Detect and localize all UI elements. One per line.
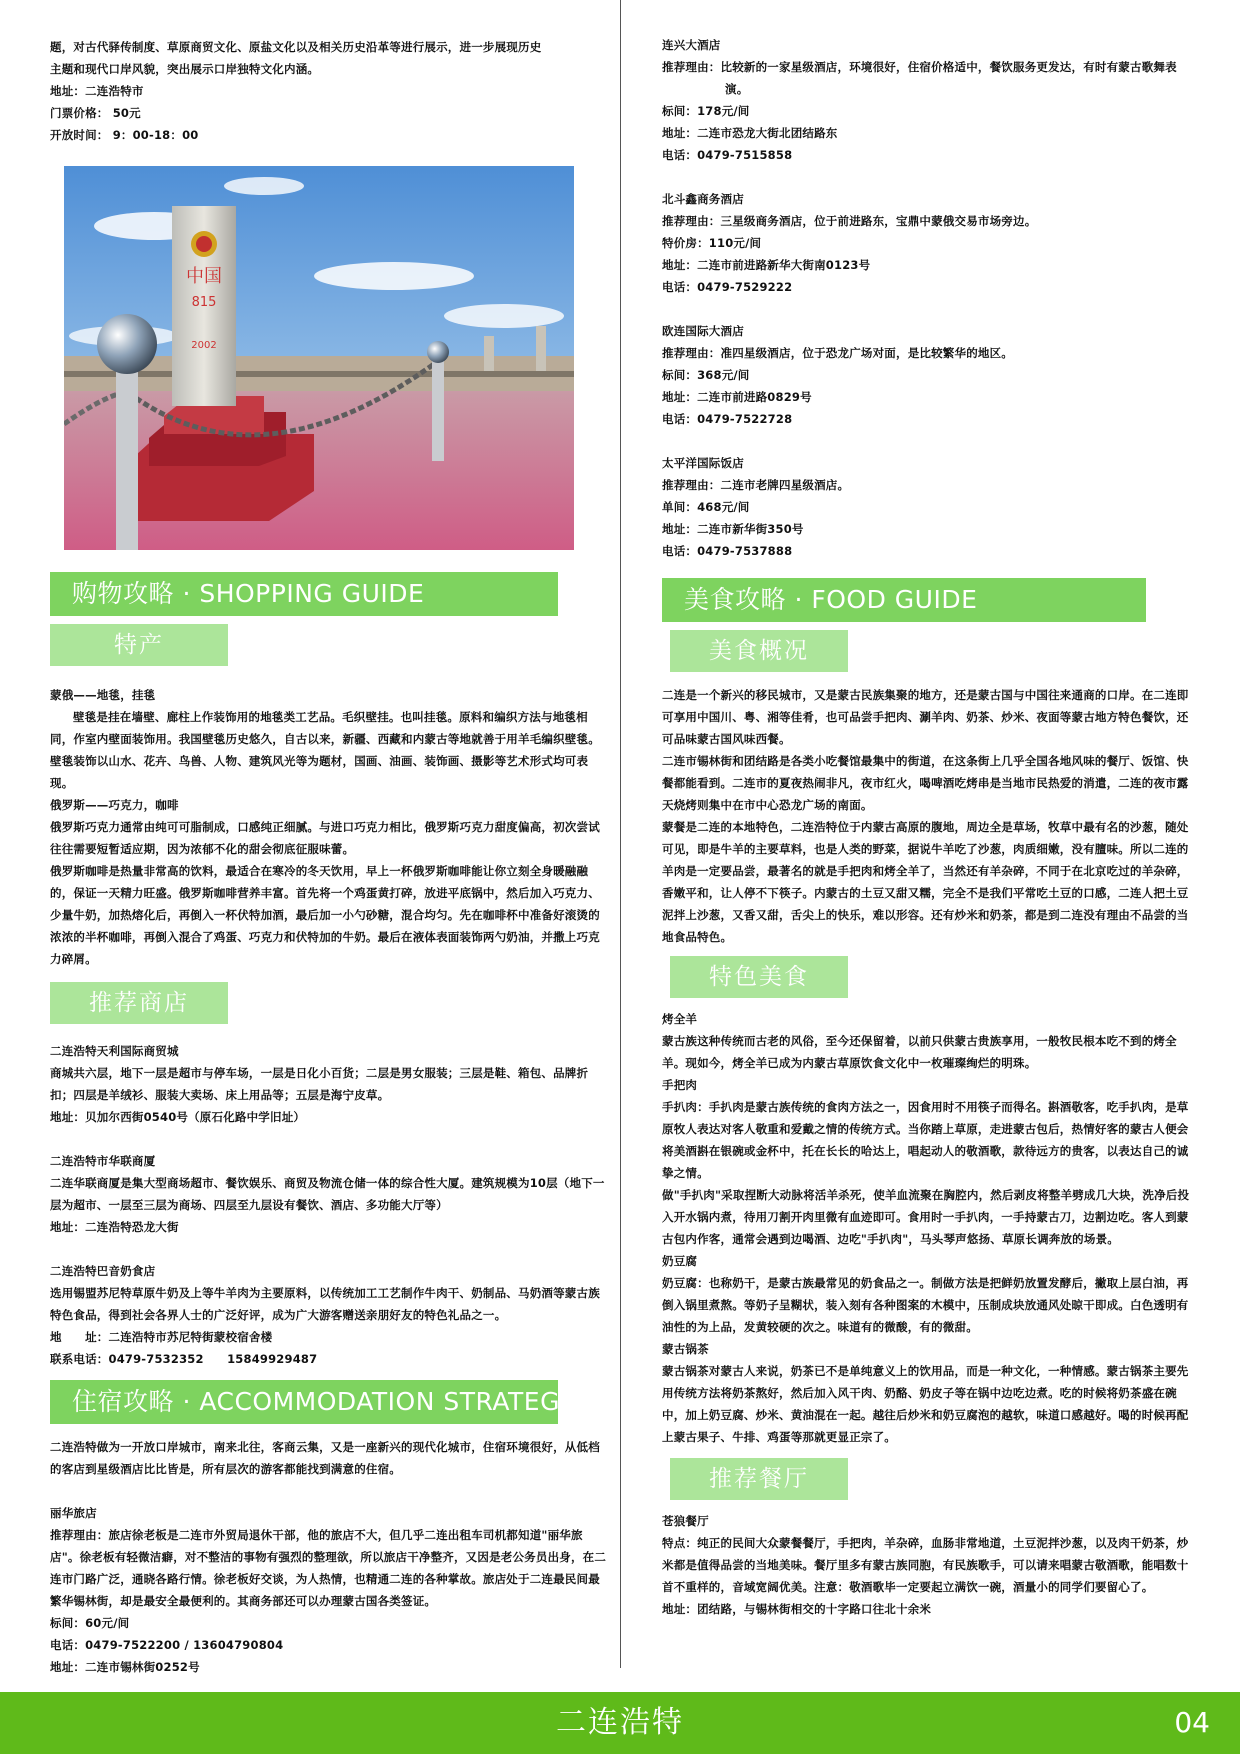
- food-overview-heading: 美食概况: [670, 630, 848, 672]
- hotel-address: 地址：二连市前进路新华大街南0123号: [662, 258, 871, 272]
- coffee-body: 俄罗斯咖啡是热量非常高的饮料，最适合在寒冷的冬天饮用，早上一杯俄罗斯咖啡能让你立刻全身暖融融的，保证一天精力旺盛。俄罗斯咖啡营养丰富。首先将一个鸡蛋黄打碎，放进平底锅中，然后加入巧克力、少量牛奶，加热熔化后，再倒入一杯伏特加酒，最后加一小勺砂糖，混合均匀。先在咖啡杯中准备好滚烫的浓浓的半杯咖啡，再倒入混合了鸡蛋、巧克力和伏特加的牛奶。最后在液体表面装饰两勺奶油，并撒上巧克力碎屑。: [50, 864, 600, 966]
- store-3-desc: 选用锡盟苏尼特草原牛奶及上等牛羊肉为主要原料，以传统加工工艺制作牛肉干、奶制品、马奶酒等蒙古族特色食品，得到社会各界人士的广泛好评，成为广大游客赠送亲朋好友的特色礼品之一。: [50, 1286, 600, 1322]
- hotel-reason: 推荐理由：准四星级酒店，位于恐龙广场对面，是比较繁华的地区。: [662, 346, 1013, 360]
- hotel-reason: 推荐理由：比较新的一家星级酒店，环境很好，住宿价格适中，餐饮服务更发达，有时有蒙古歌舞表演。: [662, 60, 1177, 96]
- hotel-name: 太平洋国际饭店: [662, 456, 744, 470]
- recommended-stores-heading: 推荐商店: [50, 982, 228, 1024]
- milk-tofu-body: 奶豆腐：也称奶干，是蒙古族最常见的奶食品之一。制做方法是把鲜奶放置发酵后，撇取上层白油，再倒入锅里煮熬。等奶子呈糊状，装入刻有各种图案的木模中，压制成块放通风处晾干即成。白色透明有油性的为上品，发黄较硬的次之。味道有的微酸，有的微甜。: [662, 1276, 1189, 1334]
- lodging-intro: 二连浩特做为一开放口岸城市，南来北往，客商云集，又是一座新兴的现代化城市，住宿环境很好，从低档的客店到星级酒店比比皆是，所有层次的游客都能找到满意的住宿。: [50, 1440, 600, 1476]
- svg-text:815: 815: [191, 295, 217, 310]
- store-1-desc: 商城共六层，地下一层是超市与停车场，一层是日化小百货；二层是男女服装；三层是鞋、箱包、品牌折扣；四层是羊绒衫、服装大卖场、床上用品等；五层是海宁皮草。: [50, 1066, 589, 1102]
- store-2-address: 地址：二连浩特恐龙大街: [50, 1220, 179, 1234]
- hotel-price: 标间：178元/间: [662, 104, 750, 118]
- hotel-name: 连兴大酒店: [662, 38, 721, 52]
- hotel-phone: 电话：0479-7537888: [662, 544, 793, 558]
- hotel-phone: 电话：0479-7522728: [662, 412, 793, 426]
- shopping-guide-banner: 购物攻略 · SHOPPING GUIDE: [50, 572, 558, 616]
- hotel-1: [662, 34, 1196, 166]
- page-number: 04: [1174, 1706, 1210, 1739]
- food-overview-p1: 二连是一个新兴的移民城市，又是蒙古民族集聚的地方，还是蒙古国与中国往来通商的口岸。在二连即可享用中国川、粤、湘等佳肴，也可品尝手把肉、涮羊肉、奶茶、炒米、夜面等蒙古地方特色餐饮，还可品味蒙古国风味西餐。: [662, 688, 1189, 746]
- hotel-phone: 电话：0479-7515858: [662, 148, 793, 162]
- hotel-address: 地址：二连市恐龙大街北团结路东: [662, 126, 838, 140]
- store-3-name: 二连浩特巴音奶食店: [50, 1264, 156, 1278]
- hotel-price: 标间：368元/间: [662, 368, 750, 382]
- store-2-desc: 二连华联商厦是集大型商场超市、餐饮娱乐、商贸及物流仓储一体的综合性大厦。建筑规模为10层（地下一层为超市、一层至三层为商场、四层至九层设有餐饮、酒店、多功能大厅等）: [50, 1176, 605, 1212]
- milk-tofu-title: 奶豆腐: [662, 1254, 698, 1268]
- store-1-address: 地址：贝加尔西街0540号（原石化路中学旧址）: [50, 1110, 306, 1124]
- hand-meat-body-2: 做"手扒肉"采取捏断大动脉将活羊杀死，使羊血流聚在胸腔内，然后剥皮将整羊劈成几大块，洗净后投入开水锅内煮，待用刀割开肉里微有血迹即可。食用时一手扒肉，一手持蒙古刀，边割边吃。客人到蒙古包内作客，通常会遇到边喝酒、边吃"手扒肉"，马头琴声悠扬、草原长调奔放的场景。: [662, 1188, 1190, 1246]
- hotel-price: 单间：468元/间: [662, 500, 750, 514]
- column-divider: [620, 0, 621, 1668]
- hotel-4: [662, 452, 1196, 562]
- chocolate-title: 俄罗斯——巧克力，咖啡: [50, 798, 179, 812]
- rug-body: 壁毯是挂在墙壁、廊柱上作装饰用的地毯类工艺品。毛织壁挂。也叫挂毯。原料和编织方法与地毯相同，作室内壁面装饰用。我国壁毯历史悠久，自古以来，新疆、西藏和内蒙古等地就善于用羊毛编织壁毯。壁毯装饰以山水、花卉、鸟兽、人物、建筑风光等为题材，国画、油画、装饰画、摄影等艺术形式均可表现。: [50, 710, 600, 790]
- right-column: [662, 0, 1196, 1620]
- intro-line-1: 题，对古代驿传制度、草原商贸文化、原盐文化以及相关历史沿革等进行展示，进一步展现历史: [50, 40, 542, 54]
- store-2-name: 二连浩特市华联商厦: [50, 1154, 156, 1168]
- food-guide-banner: 美食攻略 · FOOD GUIDE: [662, 578, 1146, 622]
- footer-city-title: 二连浩特: [556, 1705, 684, 1740]
- lihua-phone: 电话：0479-7522200 / 13604790804: [50, 1638, 284, 1652]
- hotel-price: 特价房：110元/间: [662, 236, 762, 250]
- food-overview-p2: 二连市锡林街和团结路是各类小吃餐馆最集中的街道，在这条街上几乎全国各地风味的餐厅、饭馆、快餐都能看到。二连市的夏夜热闹非凡，夜市红火，喝啤酒吃烤串是当地市民热爱的消遣，二连的夜市露天烧烤则集中在市中心恐龙广场的南面。: [662, 754, 1189, 812]
- museum-address: 地址：二连浩特市: [50, 84, 144, 98]
- hotel-address: 地址：二连市新华街350号: [662, 522, 804, 536]
- rug-title: 蒙俄——地毯，挂毯: [50, 688, 156, 702]
- museum-hours: 开放时间： 9：00-18：00: [50, 128, 199, 142]
- hotel-3: [662, 320, 1196, 430]
- store-3-address: 地 址：二连浩特市苏尼特街蒙校宿舍楼: [50, 1330, 273, 1344]
- restaurant-1-address: 地址：团结路，与锡林街相交的十字路口往北十余米: [662, 1602, 932, 1616]
- museum-ticket: 门票价格： 50元: [50, 106, 141, 120]
- pot-tea-body: 蒙古锅茶对蒙古人来说，奶茶已不是单纯意义上的饮用品，而是一种文化，一种情感。蒙古锅茶主要先用传统方法将奶茶熬好，然后加入风干肉、奶酪、奶皮子等在锅中边吃边煮。吃的时候将奶茶盛在碗中，加上奶豆腐、炒米、黄油混在一起。越往后炒米和奶豆腐泡的越软，味道口感越好。喝的时候再配上蒙古果子、牛排、鸡蛋等那就更显正宗了。: [662, 1364, 1189, 1444]
- chocolate-body: 俄罗斯巧克力通常由纯可可脂制成，口感纯正细腻。与进口巧克力相比，俄罗斯巧克力甜度偏高，初次尝试往往需要短暂适应期，因为浓郁不化的甜会彻底征服味蕾。: [50, 820, 600, 856]
- hotel-phone: 电话：0479-7529222: [662, 280, 793, 294]
- hotel-2: [662, 188, 1196, 298]
- svg-text:中国: 中国: [186, 266, 222, 287]
- intro-line-2: 主题和现代口岸风貌，突出展示口岸独特文化内涵。: [50, 62, 320, 76]
- hotel-reason: 推荐理由：三星级商务酒店，位于前进路东，宝鼎中蒙俄交易市场旁边。: [662, 214, 1037, 228]
- hand-meat-title: 手把肉: [662, 1078, 698, 1092]
- hand-meat-body-1: 手扒肉：手扒肉是蒙古族传统的食肉方法之一，因食用时不用筷子而得名。斟酒敬客，吃手扒肉，是草原牧人表达对客人敬重和爱戴之情的传统方式。当你踏上草原，走进蒙古包后，热情好客的蒙古人便会将美酒斟在银碗或金杯中，托在长长的哈达上，唱起动人的敬酒歌，款待远方的贵客，以表达自己的诚挚之情。: [662, 1100, 1189, 1180]
- special-food-heading: 特色美食: [670, 956, 848, 998]
- lihua-name: 丽华旅店: [50, 1506, 97, 1520]
- food-overview-p3: 蒙餐是二连的本地特色，二连浩特位于内蒙古高原的腹地，周边全是草场，牧草中最有名的沙葱，随处可见，即是牛羊的主要草料，也是人类的野菜，据说牛羊吃了沙葱，肉质细嫩，没有膻味。所以二连的羊肉是一定要品尝，最著名的就是手把肉和烤全羊了，当然还有羊杂碎，不同于在北京吃过的羊杂碎，香嫩平和，让人停不下筷子。内蒙古的土豆又甜又糯，完全不是我们平常吃土豆的口感，二连人把土豆泥拌上沙葱，又香又甜，舌尖上的快乐，难以形容。还有炒米和奶茶，都是到二连没有理由不品尝的当地食品特色。: [662, 820, 1189, 944]
- hotel-reason: 推荐理由：二连市老牌四星级酒店。: [662, 478, 850, 492]
- pot-tea-title: 蒙古锅茶: [662, 1342, 709, 1356]
- lihua-address: 地址：二连市锡林街0252号: [50, 1660, 200, 1674]
- restaurant-1-name: 苍狼餐厅: [662, 1514, 709, 1528]
- roast-lamb-body: 蒙古族这种传统而古老的风俗，至今还保留着，以前只供蒙古贵族享用，一般牧民根本吃不到的烤全羊。现如今，烤全羊已成为内蒙古草原饮食文化中一枚璀璨绚烂的明珠。: [662, 1034, 1177, 1070]
- store-1-name: 二连浩特天利国际商贸城: [50, 1044, 179, 1058]
- specialty-heading: 特产: [50, 624, 228, 666]
- restaurant-1-body: 特点：纯正的民间大众蒙餐餐厅，手把肉，羊杂碎，血肠非常地道，土豆泥拌沙葱，以及肉干奶茶，炒米都是值得品尝的当地美味。餐厅里多有蒙古族同胞，有民族歌手，可以请来唱蒙古敬酒歌，能唱数十首不重样的，音域宽阔优美。注意：敬酒歌毕一定要起立满饮一碗，酒量小的同学们要留心了。: [662, 1536, 1189, 1594]
- lihua-reason: 推荐理由：旅店徐老板是二连市外贸局退休干部，他的旅店不大，但几乎二连出租车司机都知道"丽华旅店"。徐老板有轻微洁癖，对不整洁的事物有强烈的整理欲，所以旅店干净整齐，又因是老公务员出身，在二连市门路广泛，通晓各路行情。徐老板好交谈，为人热情，也精通二连的各种掌故。旅店处于二连最民间最繁华锡林街，却是最安全最便利的。其商务部还可以办理蒙古国各类签证。: [50, 1528, 607, 1608]
- hotel-name: 欧连国际大酒店: [662, 324, 744, 338]
- svg-text:2002: 2002: [191, 340, 217, 351]
- left-column: [50, 0, 610, 1678]
- recommended-restaurants-heading: 推荐餐厅: [670, 1458, 848, 1500]
- roast-lamb-title: 烤全羊: [662, 1012, 698, 1026]
- accommodation-banner: 住宿攻略 · ACCOMMODATION STRATEGY: [50, 1380, 558, 1424]
- border-monument-photo: [64, 166, 574, 550]
- store-3-phone: 联系电话：0479-7532352 15849929487: [50, 1352, 318, 1366]
- lihua-price: 标间：60元/间: [50, 1616, 130, 1630]
- page-footer: [0, 1692, 1240, 1754]
- hotel-name: 北斗鑫商务酒店: [662, 192, 744, 206]
- hotel-address: 地址：二连市前进路0829号: [662, 390, 812, 404]
